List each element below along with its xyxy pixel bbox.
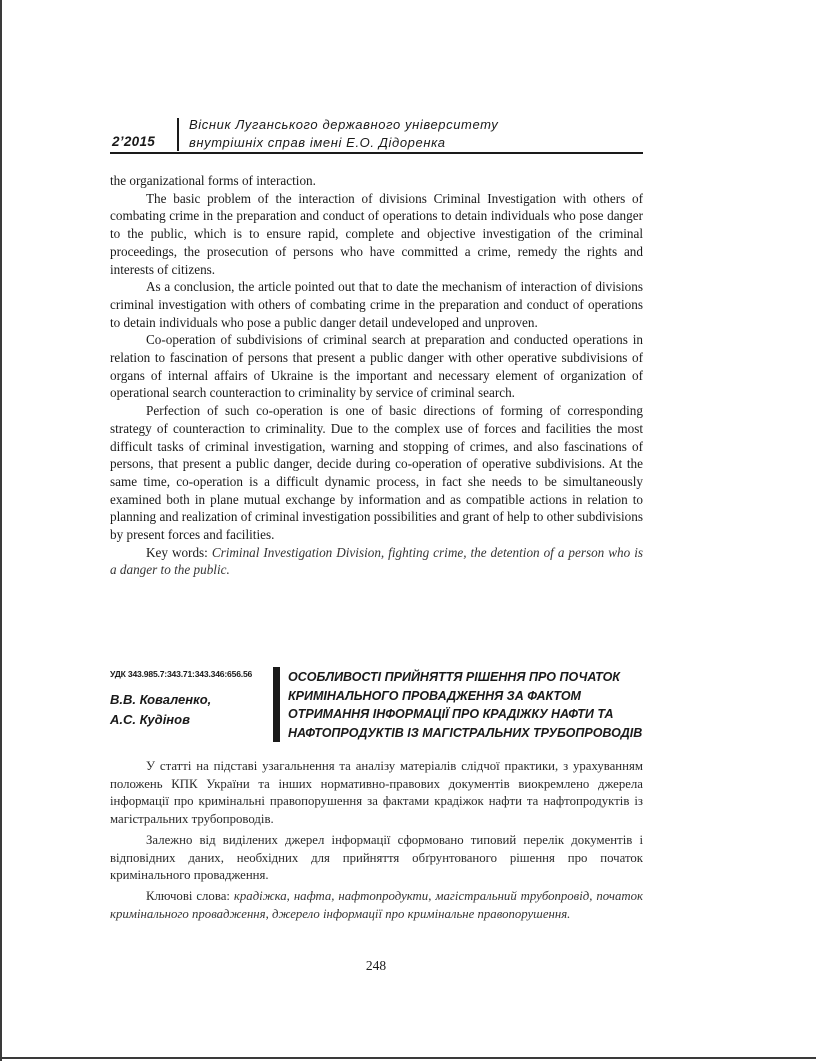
article-title-line: КРИМІНАЛЬНОГО ПРОВАДЖЕННЯ ЗА ФАКТОМ [288,688,581,703]
ukrainian-abstract [110,758,643,923]
article-title-line: НАФТОПРОДУКТІВ ІЗ МАГІСТРАЛЬНИХ ТРУБОПРОВОДІВ [288,725,643,740]
keywords-text: крадіжка, нафта, нафтопродукти, магістральний трубопровід, початок кримінального провадження, джерело інформації про кримінальне правопорушення. [110,888,643,921]
keywords [110,544,643,579]
header-separator [177,118,179,151]
paragraph: Perfection of such co-operation is one of basic directions of forming of corresponding strategy of counteraction to criminality. Due to the complex use of forces and facilities the most difficult tasks of criminal investigation, warning and stopping of crimes, and also fascinations of persons, that present a public danger, decide during co-operation of operative subdivisions. At the same time, co-operation is a difficult dynamic process, in fact she needs to be simultaneously examined both in plane mutual exchange by information and as compatible actions in relation to planning and realization of criminal investigation possibilities and grant of help to other subdivisions by present forces and facilities. [110,403,643,543]
english-summary [110,172,643,579]
page-left-border [0,0,2,1061]
paragraph: the organizational forms of interaction. [110,173,316,188]
keywords-text: Criminal Investigation Division, fighting crime, the detention of a person who is a danger to the public. [110,544,643,578]
keywords-label: Key words: [146,544,208,560]
article-title [288,668,668,742]
page-bottom-border [0,1057,816,1059]
paragraph: Co-operation of subdivisions of criminal search at preparation and conducted operations in relation to fascination of persons that present a public danger with other operative subdivisions of organs of internal affairs of Ukraine is the important and necessary element of organization of operational search counteraction to criminality by service of criminal search. [110,332,643,401]
paragraph: The basic problem of the interaction of divisions Criminal Investigation with others of combating crime in the preparation and conduct of operations to detain individuals who pose danger to the public, which is to ensure rapid, complete and objective investigation of the criminal proceedings, the prosecution of persons who have committed a crime, remedy the rights and interests of citizens. [110,190,643,277]
udk-code: УДК 343.985.7:343.71:343.346:656.56 [110,669,253,679]
authors [110,690,211,730]
author: А.С. Кудінов [110,712,190,727]
keywords [110,888,643,923]
article-title-line: ОСОБЛИВОСТІ ПРИЙНЯТТЯ РІШЕННЯ ПРО ПОЧАТОК [288,670,620,684]
journal-title-line-1: Вісник Луганського державного університету [189,117,499,132]
author: В.В. Коваленко, [110,692,212,707]
issue-number: 2’2015 [112,134,156,149]
header-rule [110,152,643,154]
paragraph: As a conclusion, the article pointed out that to date the mechanism of interaction of divisions criminal investigation with others of combating crime in the preparation and conduct of operations to detain individuals who pose a public danger detail undeveloped and unproven. [110,279,643,330]
paragraph: У статті на підставі узагальнення та аналізу матеріалів слідчої практики, з урахуванням положень КПК України та інших нормативно-правових документів виокремлено джерела інформації про кримінальні правопорушення за фактами крадіжок нафти та нафтопродуктів із магістральних трубопроводів. [110,759,643,827]
keywords-label: Ключові слова: [146,888,230,903]
journal-title [189,116,649,152]
article-title-line: ОТРИМАННЯ ІНФОРМАЦІЇ ПРО КРАДІЖКУ НАФТИ ТА [288,707,614,721]
title-accent-bar [273,667,280,742]
paragraph: Залежно від виділених джерел інформації сформовано типовий перелік документів і відповідних даних, необхідних для прийняття обґрунтованого рішення про початок кримінального провадження. [110,832,643,883]
page-number: 248 [365,958,387,973]
journal-title-line-2: внутрішніх справ імені Е.О. Дідоренка [189,135,446,150]
